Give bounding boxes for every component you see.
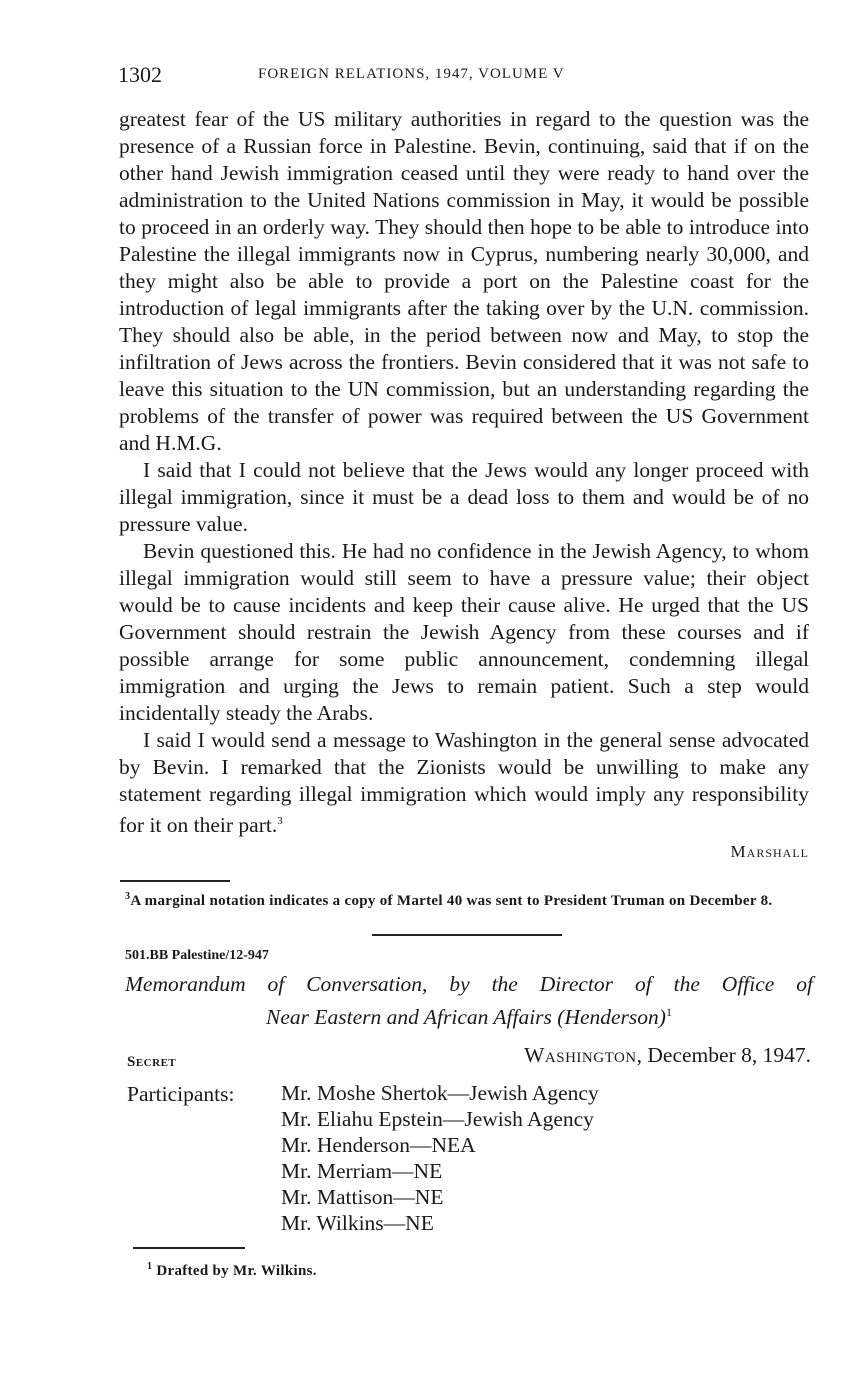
classification-label: Secret xyxy=(127,1054,177,1070)
dateline-place: Washington xyxy=(524,1043,637,1067)
footnote-3-marker: 3 xyxy=(125,891,131,902)
body-text xyxy=(119,106,809,839)
participant-item: Mr. Eliahu Epstein—Jewish Agency xyxy=(281,1107,594,1131)
body-paragraph-4-text: I said I would send a message to Washington in the general sense advocated by Bevin. I remarked that the Zionists would be unwilling to make any statement regarding illegal immigration which would imply any responsibility for it on their part. xyxy=(119,728,809,838)
participant-item: Mr. Mattison—NE xyxy=(281,1185,444,1209)
footnote-divider-2 xyxy=(133,1247,245,1249)
title-footnote-ref: 1 xyxy=(665,1005,672,1019)
footnote-1 xyxy=(147,1256,832,1282)
document-title-line-2: Near Eastern and African Affairs (Henderson) xyxy=(266,1005,666,1030)
participants-label: Participants: xyxy=(127,1082,235,1106)
participant-item: Mr. Wilkins—NE xyxy=(281,1211,434,1235)
participant-item: Mr. Moshe Shertok—Jewish Agency xyxy=(281,1081,599,1105)
footnote-1-marker: 1 xyxy=(147,1261,153,1272)
dateline xyxy=(524,1043,811,1068)
footnote-3-text: A marginal notation indicates a copy of Martel 40 was sent to President Truman on December 8. xyxy=(130,893,773,909)
body-paragraph-4 xyxy=(119,727,809,839)
dateline-date: , December 8, 1947. xyxy=(636,1043,811,1067)
signature: Marshall xyxy=(730,842,809,861)
participant-item: Mr. Henderson—NEA xyxy=(281,1133,476,1157)
page-header xyxy=(118,62,808,92)
file-reference: 501.BB Palestine/12-947 xyxy=(125,948,269,963)
document-title xyxy=(125,970,813,1031)
footnote-1-text: Drafted by Mr. Wilkins. xyxy=(156,1263,317,1279)
footnote-divider xyxy=(120,880,230,882)
section-divider xyxy=(372,934,562,936)
body-paragraph-2: I said that I could not believe that the Jews would any longer proceed with illegal immigration, since it must be a dead loss to them and would be of no pressure value. xyxy=(119,458,809,536)
footnote-ref-3: 3 xyxy=(277,815,283,827)
document-title-line-1: Memorandum of Conversation, by the Director of the Office of xyxy=(125,972,813,996)
participants-list xyxy=(281,1080,599,1236)
participant-item: Mr. Merriam—NE xyxy=(281,1159,443,1183)
page-number: 1302 xyxy=(118,62,162,87)
footnote-3 xyxy=(125,886,810,912)
running-head: FOREIGN RELATIONS, 1947, VOLUME V xyxy=(258,66,565,82)
body-paragraph-1: greatest fear of the US military authorities in regard to the question was the presence of a Russian force in Palestine. Bevin, continuing, said that if on the other hand Jewish immigration ceased until they were ready to hand over the administration to the United Nations commission in May, it would be possible to proceed in an orderly way. They should then hope to be able to introduce into Palestine the illegal immigrants now in Cyprus, numbering nearly 30,000, and they might also be able to provide a port on the Palestine coast for the introduction of legal immigrants after the taking over by the U.N. commission. They should also be able, in the period between now and May, to stop the infiltration of Jews across the frontiers. Bevin considered that it was not safe to leave this situation to the UN commission, but an understanding regarding the problems of the transfer of power was required between the US Government and H.M.G. xyxy=(119,107,809,455)
body-paragraph-3: Bevin questioned this. He had no confidence in the Jewish Agency, to whom illegal immigration would still seem to have a pressure value; their object would be to cause incidents and keep their cause alive. He urged that the US Government should restrain the Jewish Agency from these courses and if possible arrange for some public announcement, condemning illegal immigration and urging the Jews to remain patient. Such a step would incidentally steady the Arabs. xyxy=(119,539,809,725)
